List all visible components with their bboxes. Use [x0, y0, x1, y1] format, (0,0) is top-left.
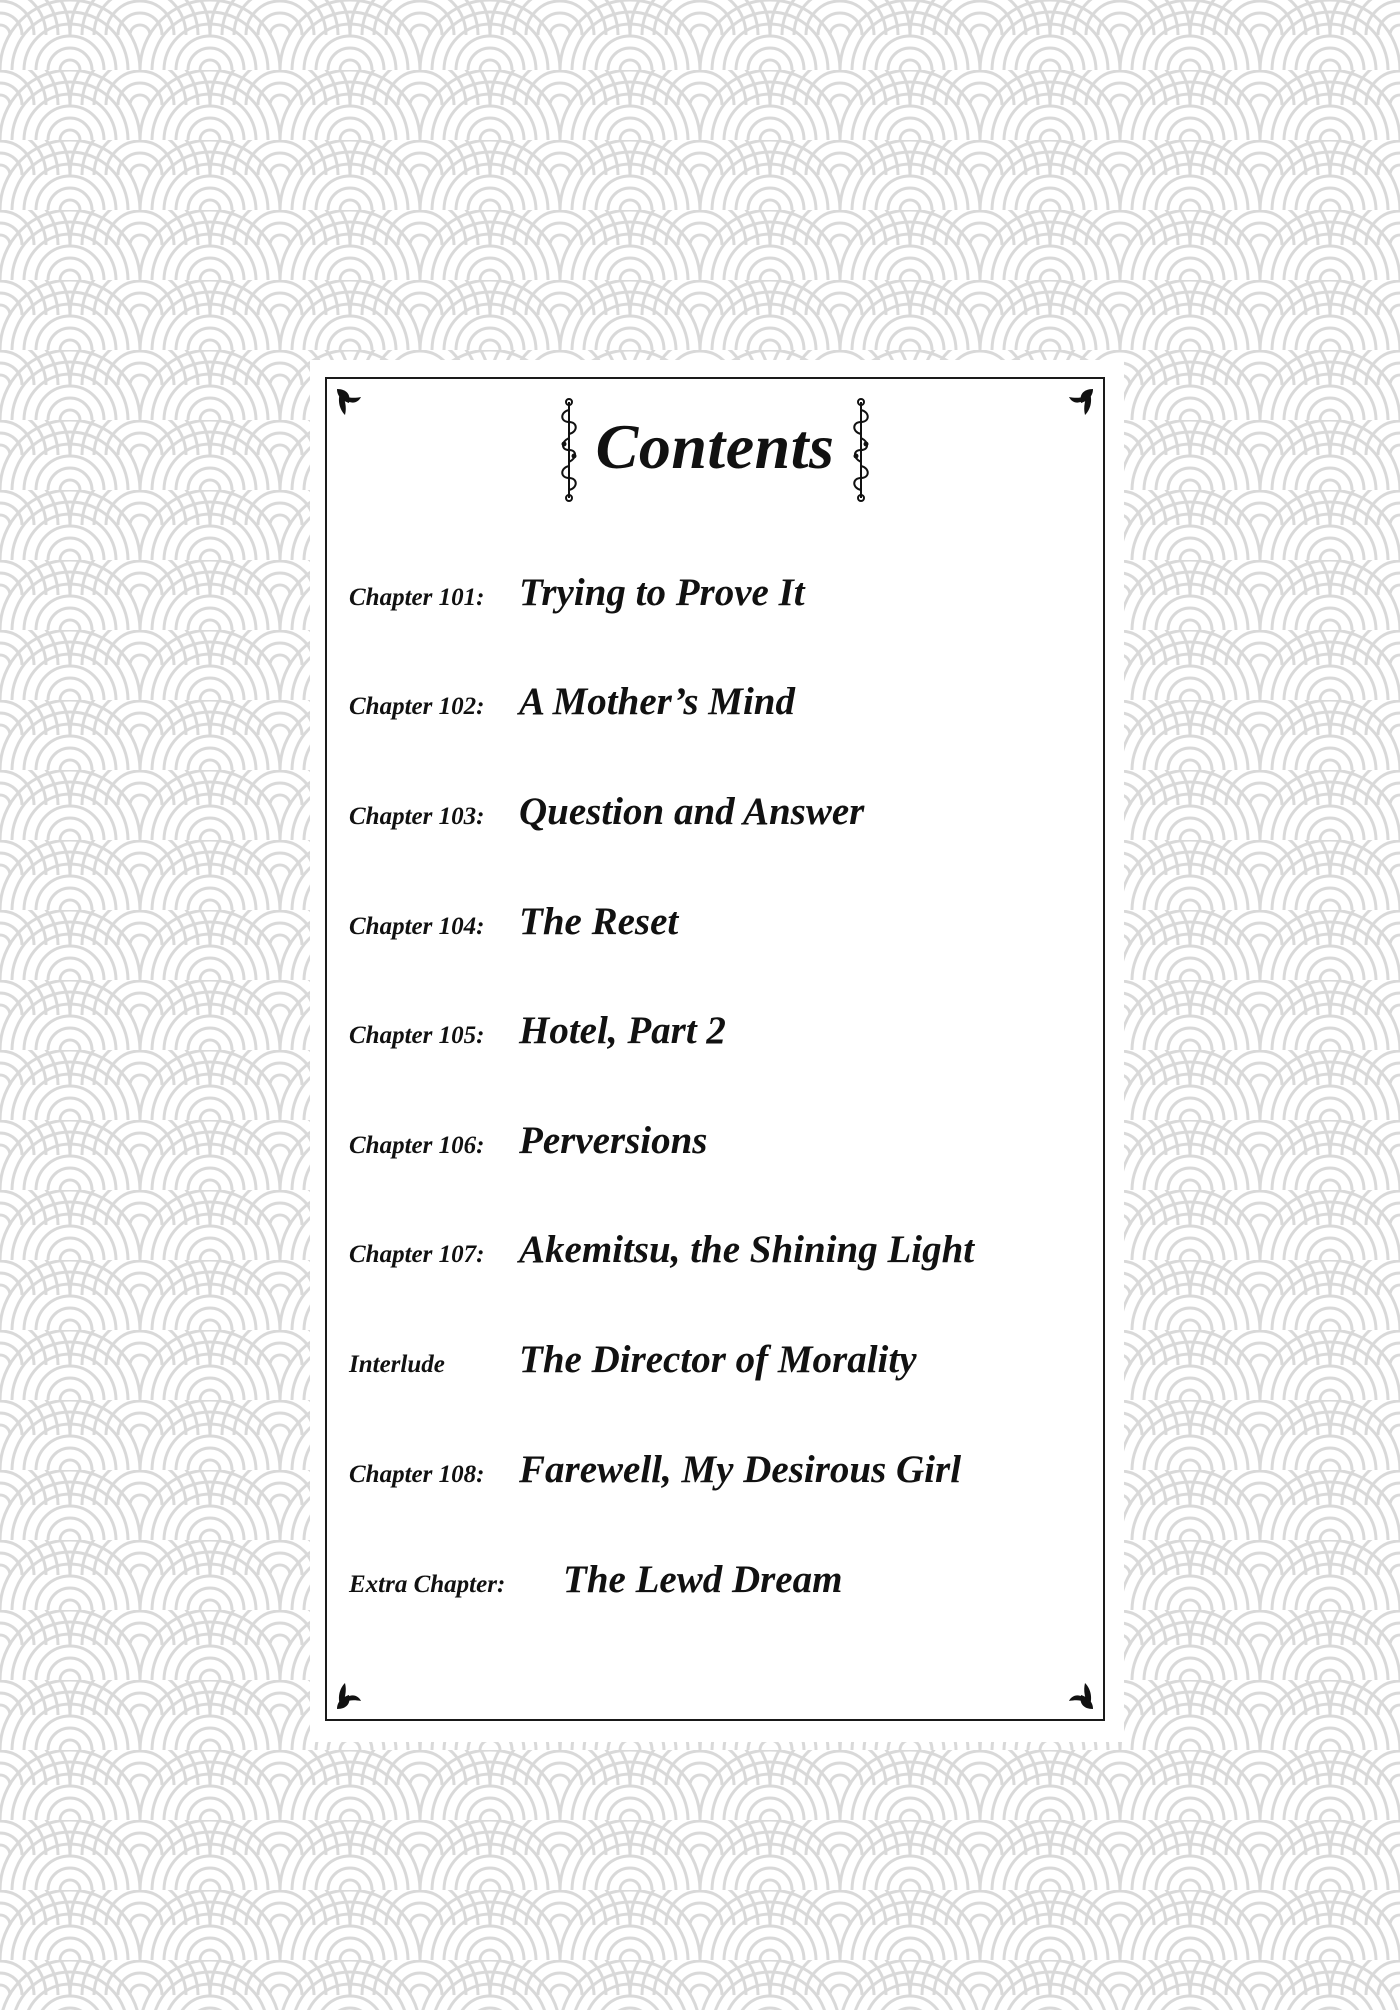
chapter-title: The Lewd Dream — [563, 1558, 843, 1601]
chapter-label: Chapter 105: — [349, 1022, 485, 1049]
chapter-title: Question and Answer — [519, 790, 865, 833]
chapter-title: The Director of Morality — [519, 1338, 917, 1381]
chapter-label: Chapter 106: — [349, 1132, 485, 1159]
chapter-label: Extra Chapter: — [349, 1571, 506, 1598]
contents-frame — [325, 377, 1105, 1721]
chapter-label: Chapter 103: — [349, 803, 485, 830]
chapter-title: Trying to Prove It — [519, 571, 805, 614]
toc-entry[interactable] — [349, 1447, 1083, 1507]
chapter-title: Farewell, My Desirous Girl — [519, 1448, 962, 1491]
chapter-label: Chapter 108: — [349, 1461, 485, 1488]
toc-entry[interactable] — [349, 1227, 1083, 1287]
chapter-label: Chapter 101: — [349, 584, 485, 611]
chapter-title: Hotel, Part 2 — [519, 1009, 726, 1052]
table-of-contents — [327, 379, 1103, 1719]
page-title: Contents — [595, 411, 835, 482]
chapter-title: The Reset — [519, 900, 679, 943]
chapter-title: A Mother’s Mind — [519, 680, 795, 723]
toc-entry[interactable] — [349, 789, 1083, 849]
toc-entry[interactable] — [349, 570, 1083, 630]
toc-entry[interactable] — [349, 1557, 1083, 1617]
toc-entry[interactable] — [349, 1008, 1083, 1068]
toc-entry[interactable] — [349, 1118, 1083, 1178]
chapter-title: Akemitsu, the Shining Light — [519, 1228, 975, 1271]
chapter-label: Chapter 102: — [349, 693, 485, 720]
chapter-title: Perversions — [519, 1119, 708, 1162]
chapter-label: Interlude — [349, 1351, 445, 1378]
chapter-label: Chapter 107: — [349, 1241, 485, 1268]
toc-entry[interactable] — [349, 899, 1083, 959]
chapter-label: Chapter 104: — [349, 913, 485, 940]
toc-entry[interactable] — [349, 1337, 1083, 1397]
toc-entry[interactable] — [349, 679, 1083, 739]
